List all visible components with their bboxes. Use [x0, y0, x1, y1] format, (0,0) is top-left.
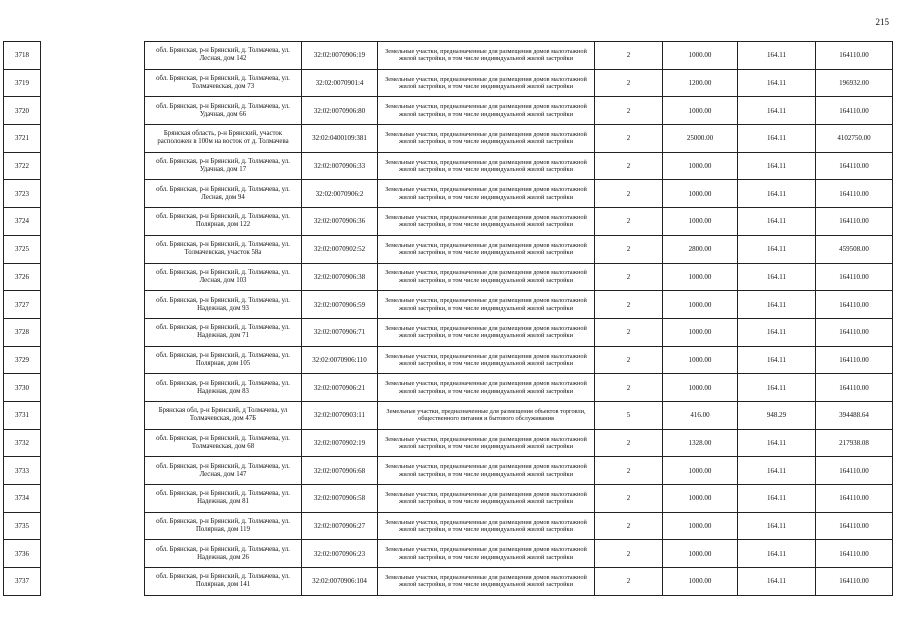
area-cell: 1000.00: [663, 540, 738, 568]
cadastral-value-cell: 164110.00: [816, 180, 893, 208]
cadastral-value-cell: 217938.08: [816, 429, 893, 457]
spacer-cell: [41, 457, 145, 485]
specific-value-cell: 164.11: [738, 69, 816, 97]
spacer-cell: [41, 291, 145, 319]
area-cell: 1000.00: [663, 152, 738, 180]
cadastral-value-cell: 164110.00: [816, 374, 893, 402]
address-cell: обл. Брянская, р-н Брянский, д. Толмачева, ул. Полярная, дом 122: [145, 208, 302, 236]
land-use-cell: Земельные участки, предназначенные для размещения домов малоэтажной жилой застройки, в том числе индивидуальной жилой застройки: [378, 346, 595, 374]
table-row: [4, 97, 893, 125]
row-number-cell: 3737: [4, 568, 41, 596]
cadastral-number-cell: 32:02:0070901:4: [302, 69, 378, 97]
use-group-cell: 2: [595, 568, 663, 596]
spacer-cell: [41, 568, 145, 596]
cadastral-number-cell: 32:02:0070906:110: [302, 346, 378, 374]
cadastral-number-cell: 32:02:0070906:21: [302, 374, 378, 402]
specific-value-cell: 164.11: [738, 235, 816, 263]
row-number-cell: 3735: [4, 512, 41, 540]
row-number-cell: 3722: [4, 152, 41, 180]
row-number-cell: 3718: [4, 42, 41, 70]
cadastral-value-cell: 164110.00: [816, 97, 893, 125]
row-number-cell: 3727: [4, 291, 41, 319]
row-number-cell: 3734: [4, 485, 41, 513]
land-use-cell: Земельные участки, предназначенные для размещения домов малоэтажной жилой застройки, в том числе индивидуальной жилой застройки: [378, 568, 595, 596]
area-cell: 1000.00: [663, 457, 738, 485]
spacer-cell: [41, 374, 145, 402]
cadastral-number-cell: 32:02:0070906:71: [302, 318, 378, 346]
spacer-cell: [41, 235, 145, 263]
row-number-cell: 3725: [4, 235, 41, 263]
specific-value-cell: 164.11: [738, 152, 816, 180]
specific-value-cell: 164.11: [738, 485, 816, 513]
address-cell: обл. Брянская, р-н Брянский, д. Толмачева, ул. Надежная, дом 81: [145, 485, 302, 513]
cadastral-value-cell: 164110.00: [816, 457, 893, 485]
specific-value-cell: 948.29: [738, 401, 816, 429]
spacer-cell: [41, 180, 145, 208]
land-use-cell: Земельные участки, предназначенные для размещения домов малоэтажной жилой застройки, в том числе индивидуальной жилой застройки: [378, 374, 595, 402]
land-use-cell: Земельные участки, предназначенные для размещения домов малоэтажной жилой застройки, в том числе индивидуальной жилой застройки: [378, 429, 595, 457]
area-cell: 1000.00: [663, 374, 738, 402]
spacer-cell: [41, 152, 145, 180]
land-use-cell: Земельные участки, предназначенные для размещения домов малоэтажной жилой застройки, в том числе индивидуальной жилой застройки: [378, 69, 595, 97]
use-group-cell: 2: [595, 208, 663, 236]
cadastral-value-cell: 196932.00: [816, 69, 893, 97]
area-cell: 2800.00: [663, 235, 738, 263]
area-cell: 1000.00: [663, 485, 738, 513]
area-cell: 1000.00: [663, 512, 738, 540]
land-use-cell: Земельные участки, предназначенные для размещения домов малоэтажной жилой застройки, в том числе индивидуальной жилой застройки: [378, 208, 595, 236]
address-cell: обл. Брянская, р-н Брянский, д. Толмачева, ул. Толмачевская, дом 73: [145, 69, 302, 97]
land-use-cell: Земельные участки, предназначенные для размещения домов малоэтажной жилой застройки, в том числе индивидуальной жилой застройки: [378, 235, 595, 263]
specific-value-cell: 164.11: [738, 42, 816, 70]
area-cell: 1000.00: [663, 42, 738, 70]
spacer-cell: [41, 485, 145, 513]
cadastral-value-cell: 164110.00: [816, 346, 893, 374]
address-cell: обл. Брянская, р-н Брянский, д. Толмачева, ул. Толмачевская, участок 58а: [145, 235, 302, 263]
table-row: [4, 374, 893, 402]
table-row: [4, 512, 893, 540]
row-number-cell: 3731: [4, 401, 41, 429]
address-cell: обл. Брянская, р-н Брянский, д. Толмачева, ул. Полярная, дом 141: [145, 568, 302, 596]
area-cell: 416.00: [663, 401, 738, 429]
address-cell: обл. Брянская, р-н Брянский, д. Толмачева, ул. Надежная, дом 71: [145, 318, 302, 346]
cadastral-number-cell: 32:02:0070906:104: [302, 568, 378, 596]
land-use-cell: Земельные участки, предназначенные для размещения домов малоэтажной жилой застройки, в том числе индивидуальной жилой застройки: [378, 152, 595, 180]
area-cell: 1000.00: [663, 180, 738, 208]
use-group-cell: 2: [595, 346, 663, 374]
row-number-cell: 3724: [4, 208, 41, 236]
table-row: [4, 263, 893, 291]
cadastral-value-cell: 164110.00: [816, 42, 893, 70]
use-group-cell: 2: [595, 318, 663, 346]
cadastral-number-cell: 32:02:0070906:38: [302, 263, 378, 291]
address-cell: обл. Брянская, р-н Брянский, д. Толмачева, ул. Надежная, дом 83: [145, 374, 302, 402]
area-cell: 1200.00: [663, 69, 738, 97]
table-row: [4, 42, 893, 70]
table-row: [4, 429, 893, 457]
specific-value-cell: 164.11: [738, 97, 816, 125]
use-group-cell: 2: [595, 69, 663, 97]
area-cell: 1000.00: [663, 568, 738, 596]
row-number-cell: 3723: [4, 180, 41, 208]
land-parcel-table: [3, 41, 893, 596]
address-cell: обл. Брянская, р-н Брянский, д. Толмачева, ул. Удачная, дом 66: [145, 97, 302, 125]
row-number-cell: 3732: [4, 429, 41, 457]
land-use-cell: Земельные участки, предназначенные для размещения домов малоэтажной жилой застройки, в том числе индивидуальной жилой застройки: [378, 180, 595, 208]
table-row: [4, 291, 893, 319]
address-cell: Брянская область, р-н Брянский, участок расположен в 100м на восток от д. Толмачева: [145, 125, 302, 153]
spacer-cell: [41, 97, 145, 125]
address-cell: обл. Брянская, р-н Брянский, д. Толмачева, ул. Лесная, дом 147: [145, 457, 302, 485]
cadastral-value-cell: 164110.00: [816, 208, 893, 236]
land-use-cell: Земельные участки, предназначенные для размещения домов малоэтажной жилой застройки, в том числе индивидуальной жилой застройки: [378, 263, 595, 291]
use-group-cell: 2: [595, 97, 663, 125]
cadastral-number-cell: 32:02:0400109:381: [302, 125, 378, 153]
area-cell: 1000.00: [663, 208, 738, 236]
row-number-cell: 3719: [4, 69, 41, 97]
address-cell: обл. Брянская, р-н Брянский, д. Толмачева, ул. Лесная, дом 142: [145, 42, 302, 70]
table-row: [4, 180, 893, 208]
table-row: [4, 346, 893, 374]
row-number-cell: 3721: [4, 125, 41, 153]
row-number-cell: 3736: [4, 540, 41, 568]
cadastral-number-cell: 32:02:0070902:52: [302, 235, 378, 263]
cadastral-value-cell: 164110.00: [816, 540, 893, 568]
land-use-cell: Земельные участки, предназначенные для размещения домов малоэтажной жилой застройки, в том числе индивидуальной жилой застройки: [378, 97, 595, 125]
row-number-cell: 3733: [4, 457, 41, 485]
area-cell: 1328.00: [663, 429, 738, 457]
address-cell: обл. Брянская, р-н Брянский, д. Толмачева, ул. Надежная, дом 93: [145, 291, 302, 319]
spacer-cell: [41, 346, 145, 374]
use-group-cell: 5: [595, 401, 663, 429]
cadastral-number-cell: 32:02:0070906:36: [302, 208, 378, 236]
spacer-cell: [41, 208, 145, 236]
cadastral-number-cell: 32:02:0070906:2: [302, 180, 378, 208]
spacer-cell: [41, 512, 145, 540]
specific-value-cell: 164.11: [738, 208, 816, 236]
specific-value-cell: 164.11: [738, 180, 816, 208]
use-group-cell: 2: [595, 429, 663, 457]
address-cell: обл. Брянская, р-н Брянский, д. Толмачева, ул. Удачная, дом 17: [145, 152, 302, 180]
row-number-cell: 3720: [4, 97, 41, 125]
cadastral-value-cell: 164110.00: [816, 568, 893, 596]
address-cell: обл. Брянская, р-н Брянский, д. Толмачева, ул. Полярная, дом 105: [145, 346, 302, 374]
specific-value-cell: 164.11: [738, 374, 816, 402]
spacer-cell: [41, 263, 145, 291]
cadastral-value-cell: 394488.64: [816, 401, 893, 429]
land-use-cell: Земельные участки, предназначенные для размещения домов малоэтажной жилой застройки, в том числе индивидуальной жилой застройки: [378, 42, 595, 70]
specific-value-cell: 164.11: [738, 568, 816, 596]
spacer-cell: [41, 429, 145, 457]
spacer-cell: [41, 42, 145, 70]
spacer-cell: [41, 401, 145, 429]
specific-value-cell: 164.11: [738, 512, 816, 540]
table-body: [4, 42, 893, 596]
use-group-cell: 2: [595, 180, 663, 208]
table-row: [4, 485, 893, 513]
use-group-cell: 2: [595, 291, 663, 319]
use-group-cell: 2: [595, 540, 663, 568]
address-cell: обл. Брянская, р-н Брянский, д. Толмачева, ул. Толмачевская, дом 68: [145, 429, 302, 457]
spacer-cell: [41, 69, 145, 97]
area-cell: 1000.00: [663, 291, 738, 319]
row-number-cell: 3729: [4, 346, 41, 374]
use-group-cell: 2: [595, 457, 663, 485]
address-cell: обл. Брянская, р-н Брянский, д. Толмачева, ул. Лесная, дом 103: [145, 263, 302, 291]
cadastral-number-cell: 32:02:0070902:19: [302, 429, 378, 457]
cadastral-number-cell: 32:02:0070906:58: [302, 485, 378, 513]
specific-value-cell: 164.11: [738, 263, 816, 291]
use-group-cell: 2: [595, 512, 663, 540]
address-cell: Брянская обл, р-н Брянский, д Толмачева, ул Толмачевская, дом 47Б: [145, 401, 302, 429]
table-row: [4, 69, 893, 97]
specific-value-cell: 164.11: [738, 346, 816, 374]
land-use-cell: Земельные участки, предназначенные для размещения домов малоэтажной жилой застройки, в том числе индивидуальной жилой застройки: [378, 485, 595, 513]
cadastral-number-cell: 32:02:0070906:59: [302, 291, 378, 319]
use-group-cell: 2: [595, 42, 663, 70]
address-cell: обл. Брянская, р-н Брянский, д. Толмачева, ул. Лесная, дом 94: [145, 180, 302, 208]
land-use-cell: Земельные участки, предназначенные для размещения домов малоэтажной жилой застройки, в том числе индивидуальной жилой застройки: [378, 540, 595, 568]
row-number-cell: 3728: [4, 318, 41, 346]
row-number-cell: 3726: [4, 263, 41, 291]
cadastral-number-cell: 32:02:0070906:80: [302, 97, 378, 125]
area-cell: 1000.00: [663, 318, 738, 346]
cadastral-number-cell: 32:02:0070906:33: [302, 152, 378, 180]
use-group-cell: 2: [595, 152, 663, 180]
land-use-cell: Земельные участки, предназначенные для размещения домов малоэтажной жилой застройки, в том числе индивидуальной жилой застройки: [378, 318, 595, 346]
land-use-cell: Земельные участки, предназначенные для размещения домов малоэтажной жилой застройки, в том числе индивидуальной жилой застройки: [378, 291, 595, 319]
table-row: [4, 152, 893, 180]
cadastral-number-cell: 32:02:0070906:23: [302, 540, 378, 568]
cadastral-number-cell: 32:02:0070903:11: [302, 401, 378, 429]
table-row: [4, 457, 893, 485]
area-cell: 25000.00: [663, 125, 738, 153]
row-number-cell: 3730: [4, 374, 41, 402]
table-row: [4, 540, 893, 568]
table-row: [4, 125, 893, 153]
cadastral-value-cell: 164110.00: [816, 512, 893, 540]
specific-value-cell: 164.11: [738, 429, 816, 457]
use-group-cell: 2: [595, 125, 663, 153]
specific-value-cell: 164.11: [738, 540, 816, 568]
area-cell: 1000.00: [663, 97, 738, 125]
cadastral-value-cell: 164110.00: [816, 263, 893, 291]
cadastral-value-cell: 164110.00: [816, 485, 893, 513]
land-use-cell: Земельные участки, предназначенные для размещения домов малоэтажной жилой застройки, в том числе индивидуальной жилой застройки: [378, 457, 595, 485]
land-use-cell: Земельные участки, предназначенные для размещения домов малоэтажной жилой застройки, в том числе индивидуальной жилой застройки: [378, 512, 595, 540]
specific-value-cell: 164.11: [738, 318, 816, 346]
use-group-cell: 2: [595, 263, 663, 291]
land-use-cell: Земельные участки, предназначенные для размещения объектов торговли, общественного питания и бытового обслуживания: [378, 401, 595, 429]
table-row: [4, 208, 893, 236]
specific-value-cell: 164.11: [738, 291, 816, 319]
use-group-cell: 2: [595, 374, 663, 402]
land-use-cell: Земельные участки, предназначенные для размещения домов малоэтажной жилой застройки, в том числе индивидуальной жилой застройки: [378, 125, 595, 153]
specific-value-cell: 164.11: [738, 125, 816, 153]
use-group-cell: 2: [595, 485, 663, 513]
table-row: [4, 235, 893, 263]
table-row: [4, 318, 893, 346]
cadastral-number-cell: 32:02:0070906:27: [302, 512, 378, 540]
cadastral-value-cell: 164110.00: [816, 291, 893, 319]
table-row: [4, 401, 893, 429]
area-cell: 1000.00: [663, 263, 738, 291]
spacer-cell: [41, 540, 145, 568]
cadastral-value-cell: 164110.00: [816, 152, 893, 180]
cadastral-value-cell: 4102750.00: [816, 125, 893, 153]
cadastral-number-cell: 32:02:0070906:19: [302, 42, 378, 70]
spacer-cell: [41, 125, 145, 153]
table-row: [4, 568, 893, 596]
address-cell: обл. Брянская, р-н Брянский, д. Толмачева, ул. Полярная, дом 119: [145, 512, 302, 540]
use-group-cell: 2: [595, 235, 663, 263]
address-cell: обл. Брянская, р-н Брянский, д. Толмачева, ул. Надежная, дом 26: [145, 540, 302, 568]
spacer-cell: [41, 318, 145, 346]
cadastral-number-cell: 32:02:0070906:68: [302, 457, 378, 485]
page-number: 215: [875, 17, 889, 27]
specific-value-cell: 164.11: [738, 457, 816, 485]
cadastral-value-cell: 459508.00: [816, 235, 893, 263]
area-cell: 1000.00: [663, 346, 738, 374]
cadastral-value-cell: 164110.00: [816, 318, 893, 346]
